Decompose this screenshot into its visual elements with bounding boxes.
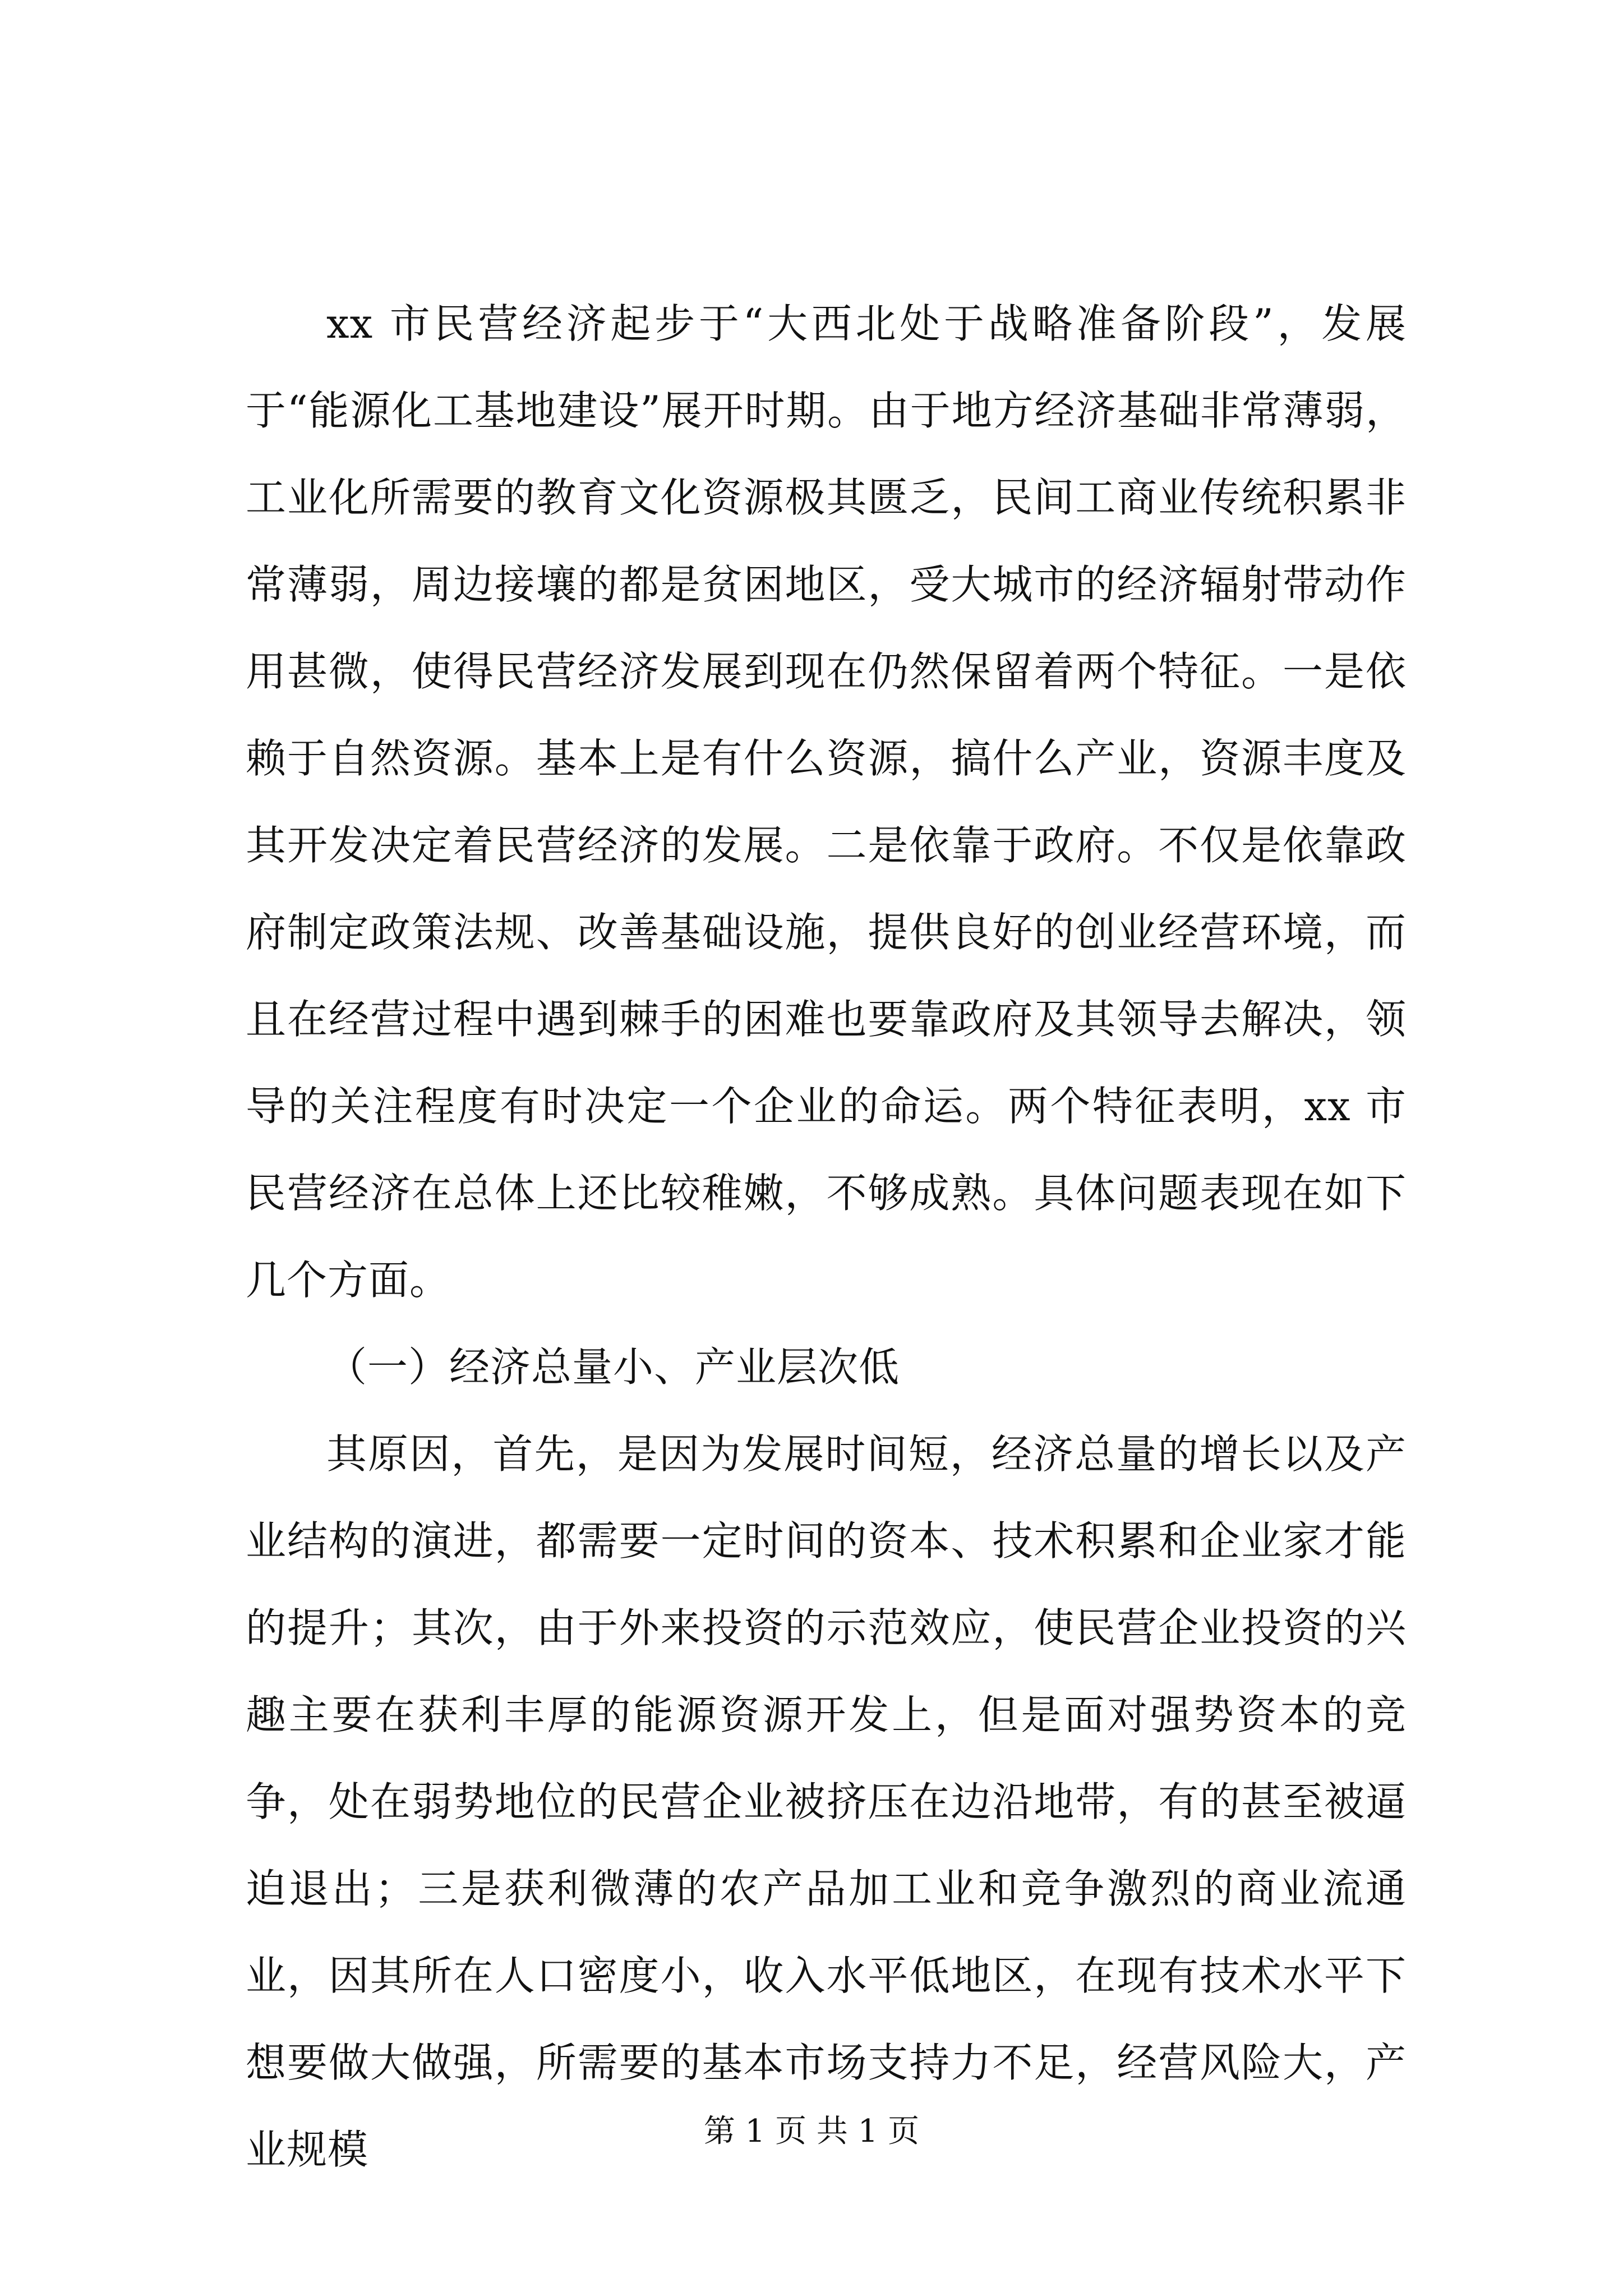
section-heading: （一）经济总量小、产业层次低	[326, 1343, 900, 1391]
paragraph-causes: 其原因，首先，是因为发展时间短，经济总量的增长以及产业结构的演进，都需要一定时间的资本、技术积累和企业家才能的提升；其次，由于外来投资的示范效应，使民营企业投资的兴趣主要在获利丰厚的能源资源开发上，但是面对强势资本的竞争，处在弱势地位的民营企业被挤压在边沿地带，有的甚至被逼迫退出；三是获利微薄的农产品加工业和竞争激烈的商业流通业，因其所在人口密度小，收入水平低地区，在现有技术水平下想要做大做强，所需要的基本市场支持力不足，经营风险大，产业规模	[246, 1430, 1407, 2173]
document-body	[246, 280, 1407, 2193]
paragraph-intro: xx 市民营经济起步于“大西北处于战略准备阶段”，发展于“能源化工基地建设”展开时期。由于地方经济基础非常薄弱，工业化所需要的教育文化资源极其匮乏，民间工商业传统积累非常薄弱，周边接壤的都是贫困地区，受大城市的经济辐射带动作用甚微，使得民营经济发展到现在仍然保留着两个特征。一是依赖于自然资源。基本上是有什么资源，搞什么产业，资源丰度及其开发决定着民营经济的发展。二是依靠于政府。不仅是依靠政府制定政策法规、改善基础设施，提供良好的创业经营环境，而且在经营过程中遇到棘手的困难也要靠政府及其领导去解决，领导的关注程度有时决定一个企业的命运。两个特征表明，xx 市民营经济在总体上还比较稚嫩，不够成熟。具体问题表现在如下几个方面。	[246, 300, 1407, 1304]
page-footer: 第 1 页 共 1 页	[703, 2113, 920, 2150]
